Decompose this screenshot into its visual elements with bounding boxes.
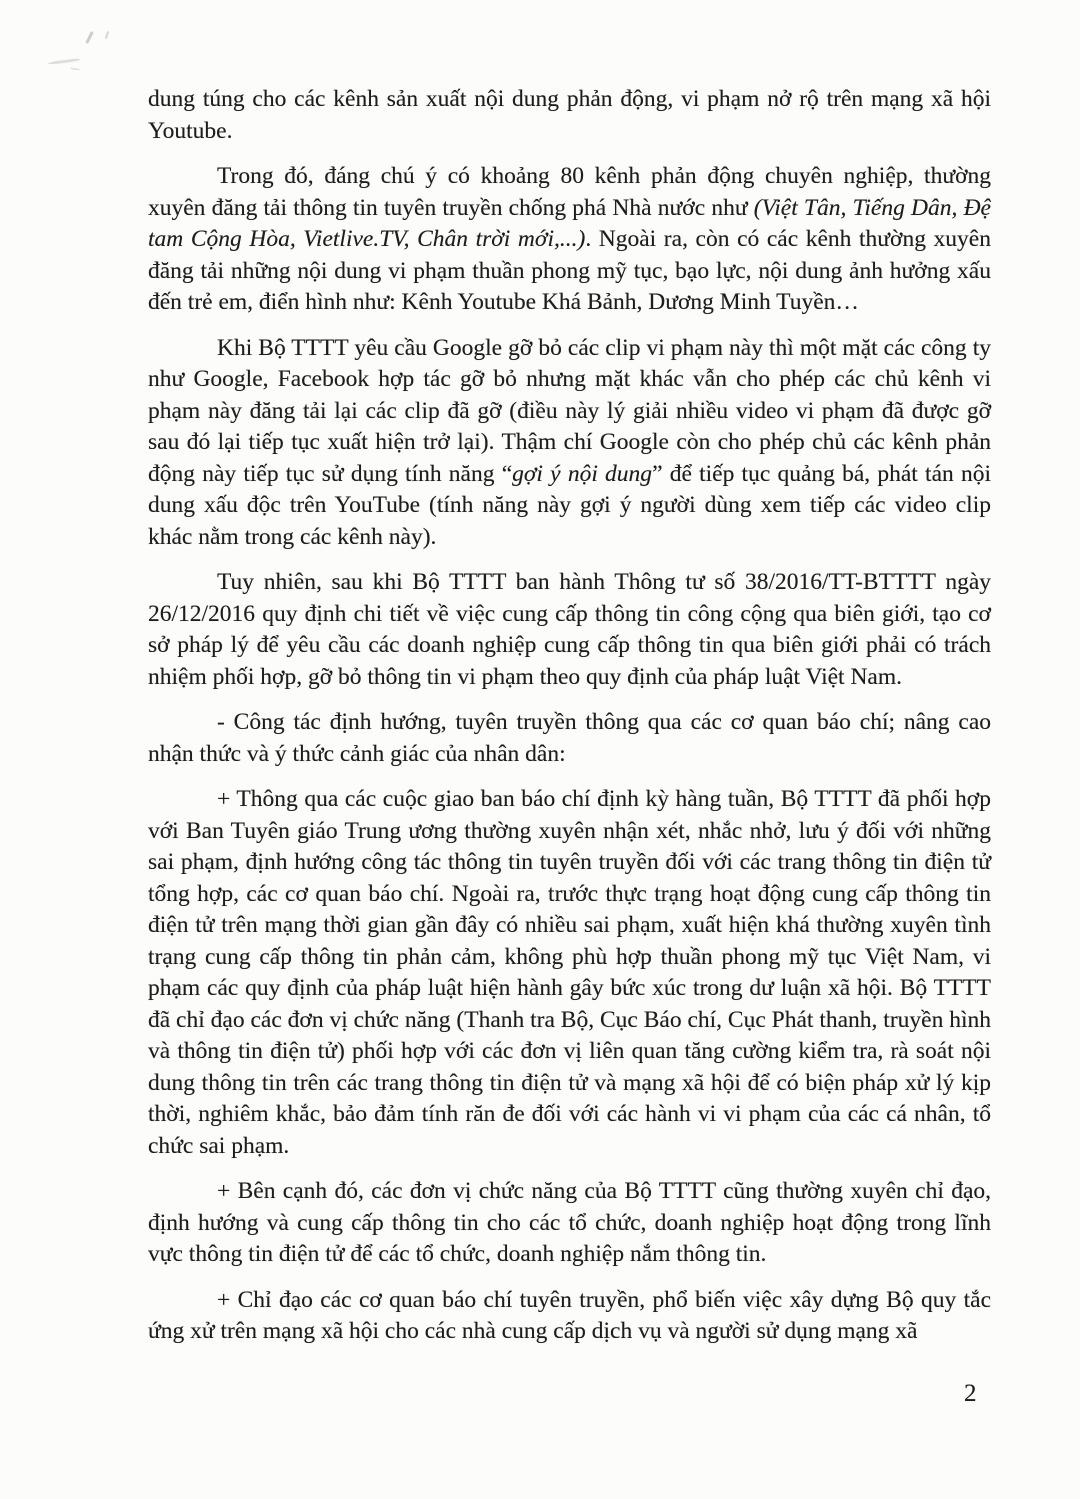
paragraph — [148, 333, 991, 554]
text-run: Trong đó, đáng chú ý có khoảng 80 kênh phản động chuyên nghiệp, thường xuyên đăng tải thông tin tuyên truyền chống phá Nhà nước như — [148, 163, 991, 221]
paragraph — [148, 707, 991, 770]
text-run: + Thông qua các cuộc giao ban báo chí định kỳ hàng tuần, Bộ TTTT đã phối hợp với Ban Tuyên giáo Trung ương thường xuyên nhận xét, nhắc nhở, lưu ý đối với những sai phạm, định hướng công tác thông tin tuyên truyền đối với các trang thông tin điện tử tổng hợp, các cơ quan báo chí. Ngoài ra, trước thực trạng hoạt động cung cấp thông tin điện tử trên mạng thời gian gần đây có nhiều sai phạm, xuất hiện khá thường xuyên tình trạng cung cấp thông tin phản cảm, không phù hợp thuần phong mỹ tục Việt Nam, vi phạm các quy định của pháp luật hiện hành gây bức xúc trong dư luận xã hội. Bộ TTTT đã chỉ đạo các đơn vị chức năng (Thanh tra Bộ, Cục Báo chí, Cục Phát thanh, truyền hình và thông tin điện tử) phối hợp với các đơn vị liên quan tăng cường kiểm tra, rà soát nội dung thông tin trên các trang thông tin điện tử và mạng xã hội để có biện pháp xử lý kịp thời, nghiêm khắc, bảo đảm tính răn đe đối với các hành vi vi phạm của các cá nhân, tổ chức sai phạm. — [148, 786, 991, 1159]
text-run: Tuy nhiên, sau khi Bộ TTTT ban hành Thông tư số 38/2016/TT-BTTTT ngày 26/12/2016 quy định chi tiết về việc cung cấp thông tin công cộng qua biên giới, tạo cơ sở pháp lý để yêu cầu các doanh nghiệp cung cấp thông tin qua biên giới phải có trách nhiệm phối hợp, gỡ bỏ thông tin vi phạm theo quy định của pháp luật Việt Nam. — [148, 569, 991, 690]
text-run: - Công tác định hướng, tuyên truyền thông qua các cơ quan báo chí; nâng cao nhận thức và ý thức cảnh giác của nhân dân: — [148, 709, 991, 767]
paragraph — [148, 1176, 991, 1271]
paragraph — [148, 1285, 991, 1348]
text-run: + Bên cạnh đó, các đơn vị chức năng của Bộ TTTT cũng thường xuyên chỉ đạo, định hướng và cung cấp thông tin cho các tổ chức, doanh nghiệp hoạt động trong lĩnh vực thông tin điện tử để các tổ chức, doanh nghiệp nắm thông tin. — [148, 1178, 991, 1267]
paragraph — [148, 567, 991, 693]
document-body — [148, 84, 991, 1348]
paragraph — [148, 161, 991, 319]
scan-artifact — [70, 67, 80, 70]
scan-artifact — [48, 58, 80, 65]
text-run: dung túng cho các kênh sản xuất nội dung phản động, vi phạm nở rộ trên mạng xã hội Youtube. — [148, 86, 991, 144]
text-run: Khi Bộ TTTT yêu cầu Google gỡ bỏ các clip vi phạm này thì một mặt các công ty như Google, Facebook hợp tác gỡ bỏ nhưng mặt khác vẫn cho phép các chủ kênh vi phạm này đăng tải lại các clip đã gỡ (điều này lý giải nhiều video vi phạm đã được gỡ sau đó lại tiếp tục xuất hiện trở lại). Thậm chí Google còn cho phép chủ các kênh phản động này tiếp tục sử dụng tính năng “ — [148, 334, 991, 487]
paragraph — [148, 84, 991, 147]
scan-artifact — [85, 31, 93, 44]
italic-text-run: (Việt Tân, Tiếng Dân, Đệ tam Cộng Hòa, Vietlive.TV, Chân trời mới,...) — [148, 194, 991, 252]
scan-artifact — [105, 31, 110, 39]
paragraph — [148, 784, 991, 1162]
text-run: ” để tiếp tục quảng bá, phát tán nội dung xấu độc trên YouTube (tính năng này gợi ý người dùng xem tiếp các video clip khác nằm trong các kênh này). — [148, 460, 992, 550]
page-number: 2 — [964, 1380, 977, 1407]
text-run: . Ngoài ra, còn có các kênh thường xuyên đăng tải những nội dung vi phạm thuần phong mỹ tục, bạo lực, nội dung ảnh hưởng xấu đến trẻ em, điển hình như: Kênh Youtube Khá Bảnh, Dương Minh Tuyền… — [148, 226, 991, 315]
italic-text-run: gợi ý nội dung — [512, 460, 653, 487]
text-run: + Chỉ đạo các cơ quan báo chí tuyên truyền, phổ biến việc xây dựng Bộ quy tắc ứng xử trên mạng xã hội cho các nhà cung cấp dịch vụ và người sử dụng mạng xã — [148, 1286, 991, 1344]
